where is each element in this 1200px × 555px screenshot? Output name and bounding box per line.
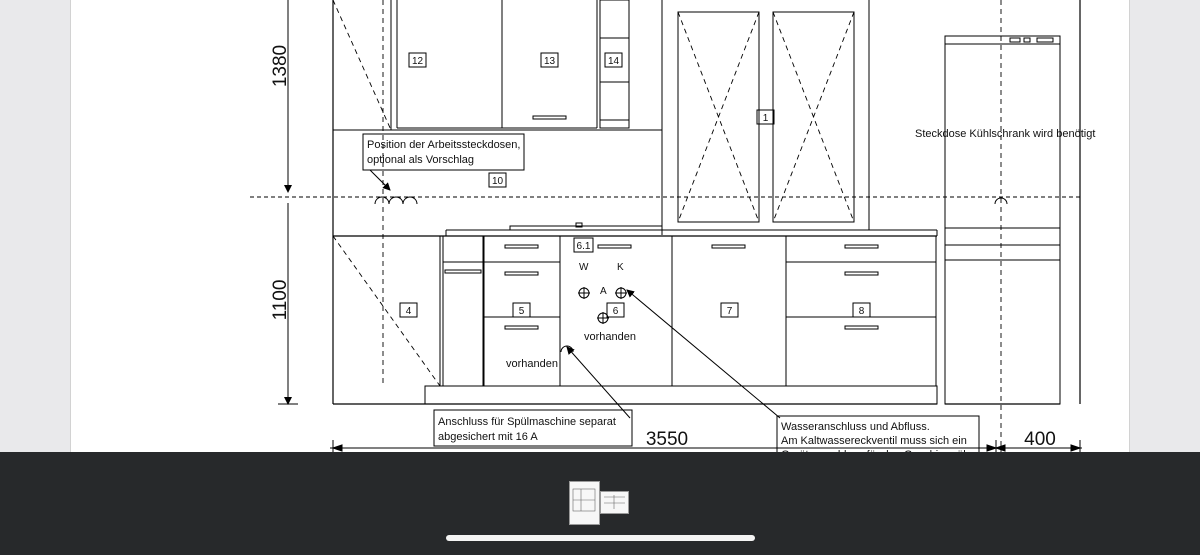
page-thumbnail-icon[interactable] — [569, 481, 629, 525]
item-number-8: 8 — [858, 306, 865, 317]
cold-water-label: K — [617, 262, 624, 273]
item-number-6: 6 — [612, 306, 619, 317]
water-note-line2: Am Kaltwassereckventil muss sich ein — [781, 435, 967, 447]
existing-label-right: vorhanden — [584, 331, 636, 343]
item-number-6-1: 6.1 — [576, 241, 591, 252]
dishwasher-note-line1: Anschluss für Spülmaschine separat — [438, 416, 616, 428]
fridge-socket-note: Steckdose Kühlschrank wird benötigt — [915, 128, 1096, 140]
dimension-lower-height: 1100 — [270, 279, 291, 321]
item-number-14: 14 — [607, 56, 620, 67]
socket-position-note-line1: Position der Arbeitssteckdosen, — [367, 139, 521, 151]
item-number-13: 13 — [543, 56, 556, 67]
dimension-upper-height: 1380 — [270, 44, 291, 88]
home-indicator[interactable] — [446, 535, 755, 541]
dimension-side-width: 400 — [1024, 429, 1056, 450]
dishwasher-note-line2: abgesichert mit 16 A — [438, 431, 538, 443]
item-number-1: 1 — [762, 113, 769, 124]
item-number-4: 4 — [405, 306, 412, 317]
item-number-12: 12 — [411, 56, 424, 67]
dimension-main-width: 3550 — [645, 429, 689, 450]
existing-label-left: vorhanden — [506, 358, 558, 370]
socket-position-note-line2: optional als Vorschlag — [367, 154, 475, 166]
warm-water-label: W — [579, 262, 589, 273]
item-number-10: 10 — [491, 176, 504, 187]
item-number-5: 5 — [518, 306, 525, 317]
item-number-7: 7 — [726, 306, 733, 317]
drain-label: A — [600, 286, 607, 297]
water-note-line1: Wasseranschluss und Abfluss. — [781, 421, 930, 433]
